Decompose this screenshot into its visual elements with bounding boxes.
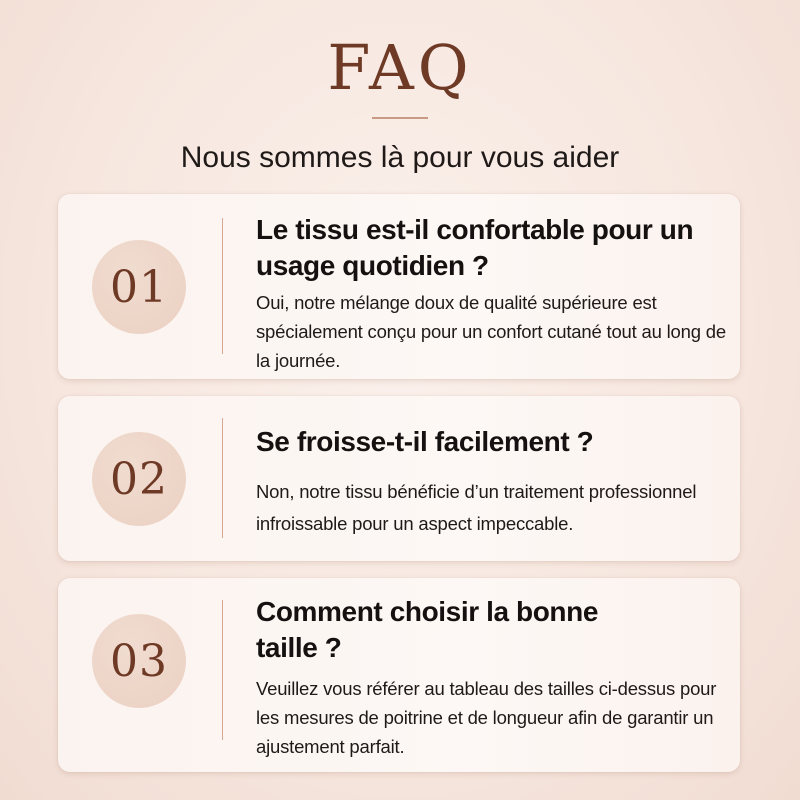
title-divider <box>372 117 428 119</box>
page-subtitle: Nous sommes là pour vous aider <box>180 141 620 174</box>
faq-number: 01 <box>110 261 168 313</box>
faq-answer: Non, notre tissu bénéficie d’un traitement professionnel infroissable pour un aspect impeccable. <box>256 481 697 534</box>
faq-question: Comment choisir la bonne taille ? <box>256 596 598 663</box>
faq-item-1 <box>58 194 740 379</box>
faq-question: Se froisse-t-il facilement ? <box>256 426 594 457</box>
faq-number: 02 <box>110 453 168 505</box>
faq-divider-line <box>222 418 223 538</box>
faq-item-2 <box>58 396 740 561</box>
faq-item-3 <box>58 578 740 772</box>
page-title: FAQ <box>327 31 473 104</box>
faq-number-badge <box>92 432 186 526</box>
faq-answer: Oui, notre mélange doux de qualité supérieure est spécialement conçu pour un confort cutané tout au long de la journée. <box>256 292 726 371</box>
faq-answer: Veuillez vous référer au tableau des tailles ci-dessus pour les mesures de poitrine et de longueur afin de garantir un ajustement parfait. <box>256 678 717 757</box>
faq-number-badge <box>92 240 186 334</box>
faq-number: 03 <box>110 635 168 687</box>
faq-number-badge <box>92 614 186 708</box>
faq-question: Le tissu est-il confortable pour un usage quotidien ? <box>256 214 694 281</box>
faq-divider-line <box>222 218 223 354</box>
faq-divider-line <box>222 600 223 740</box>
